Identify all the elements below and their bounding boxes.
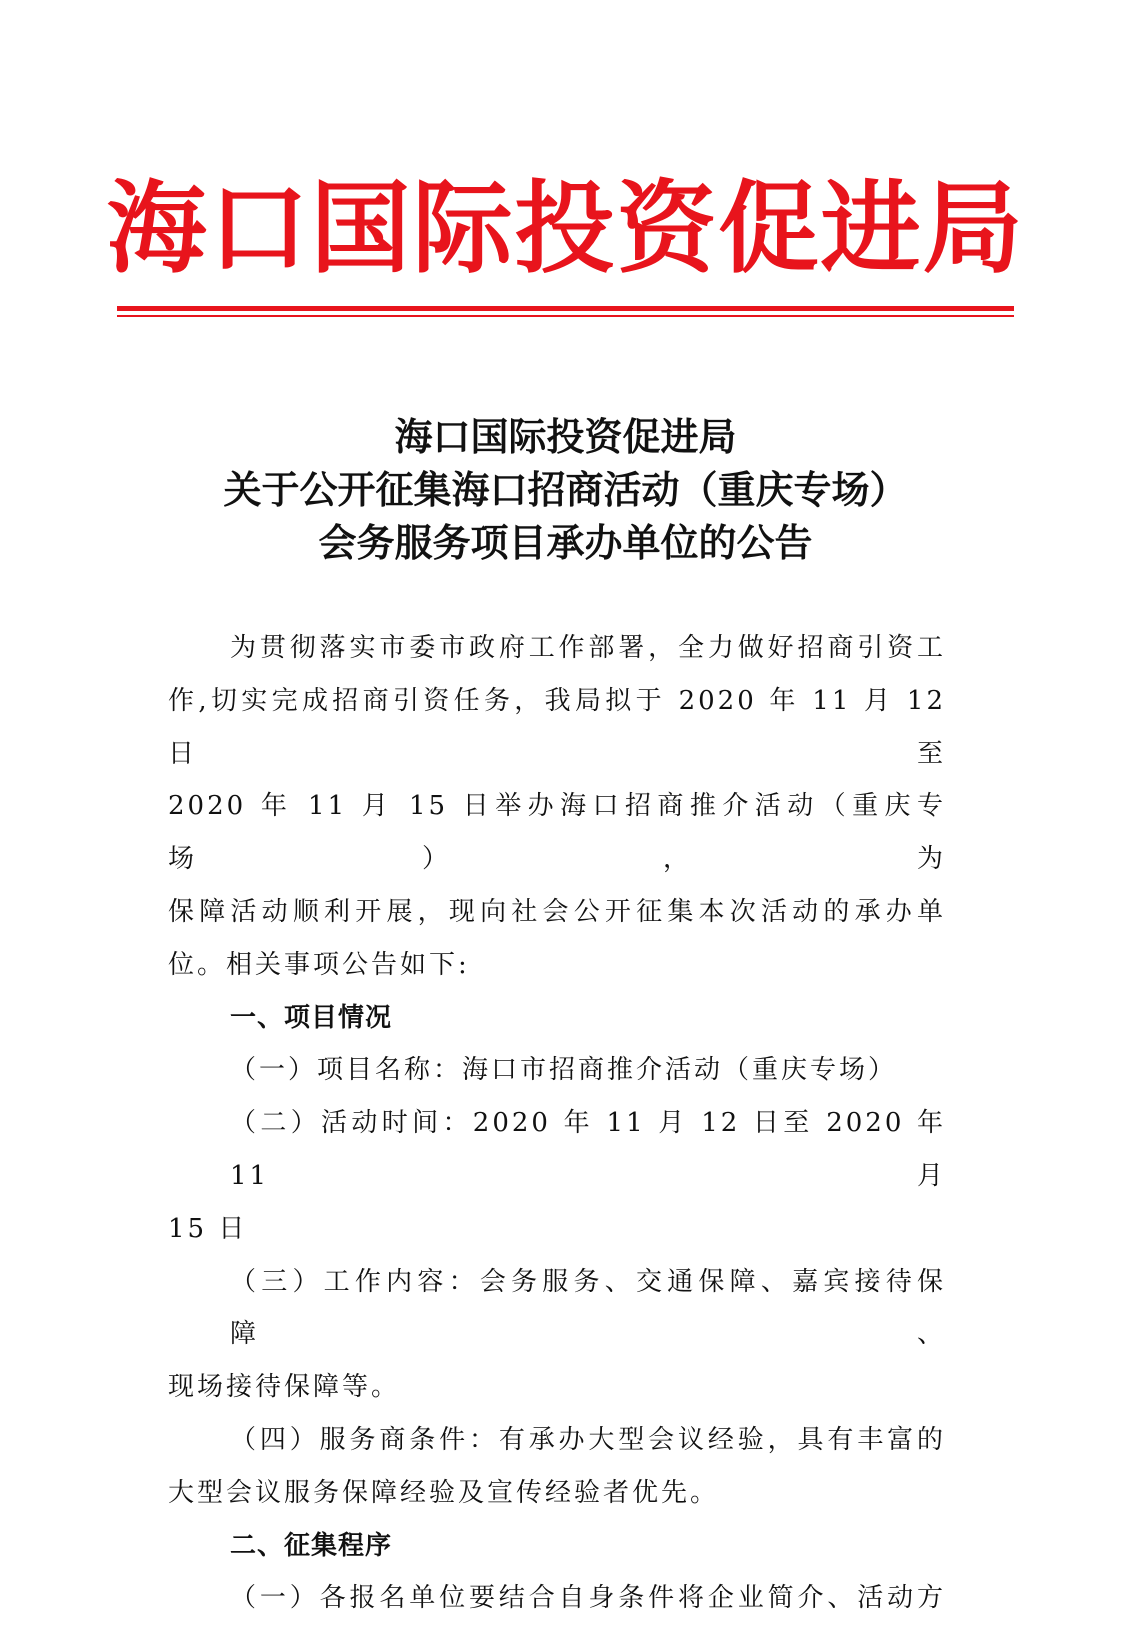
masthead-title: 海口国际投资促进局 <box>106 169 1025 287</box>
intro-line-2: 作,切实完成招商引资任务，我局拟于 2020 年 11 月 12 日至 <box>168 685 946 769</box>
notice-title-line-3: 会务服务项目承办单位的公告 <box>318 520 813 565</box>
masthead-rule-thick <box>117 306 1014 311</box>
intro-line-3: 2020 年 11 月 15 日举办海口招商推介活动（重庆专场），为 <box>168 791 946 875</box>
item-procedure-1: （一）各报名单位要结合自身条件将企业简介、活动方 <box>230 1583 946 1614</box>
intro-line-5: 位。相关事项公告如下: <box>168 949 470 980</box>
notice-title-line-1: 海口国际投资促进局 <box>394 414 737 459</box>
item-activity-time: （二）活动时间：2020 年 11 月 12 日至 2020 年 11 月 <box>230 1108 946 1191</box>
masthead-rule-thin <box>117 315 1014 317</box>
section-heading-project: 一、项目情况 <box>230 1002 393 1033</box>
item-provider-conditions: （四）服务商条件：有承办大型会议经验，具有丰富的 <box>230 1424 946 1455</box>
section-heading-procedure: 二、征集程序 <box>230 1530 393 1561</box>
notice-title-line-2: 关于公开征集海口招商活动（重庆专场） <box>223 467 908 512</box>
item-activity-time-cont: 15 日 <box>168 1213 248 1244</box>
notice-title <box>0 410 1131 569</box>
intro-line-1: 为贯彻落实市委市政府工作部署，全力做好招商引资工 <box>230 633 946 663</box>
item-work-content: （三）工作内容：会务服务、交通保障、嘉宾接待保障、 <box>230 1266 946 1350</box>
notice-body <box>168 622 946 1625</box>
intro-line-4: 保障活动顺利开展，现向社会公开征集本次活动的承办单 <box>168 896 946 927</box>
item-provider-conditions-cont: 大型会议服务保障经验及宣传经验者优先。 <box>168 1477 720 1508</box>
item-work-content-cont: 现场接待保障等。 <box>168 1372 401 1403</box>
item-project-name: （一）项目名称：海口市招商推介活动（重庆专场） <box>230 1055 898 1086</box>
